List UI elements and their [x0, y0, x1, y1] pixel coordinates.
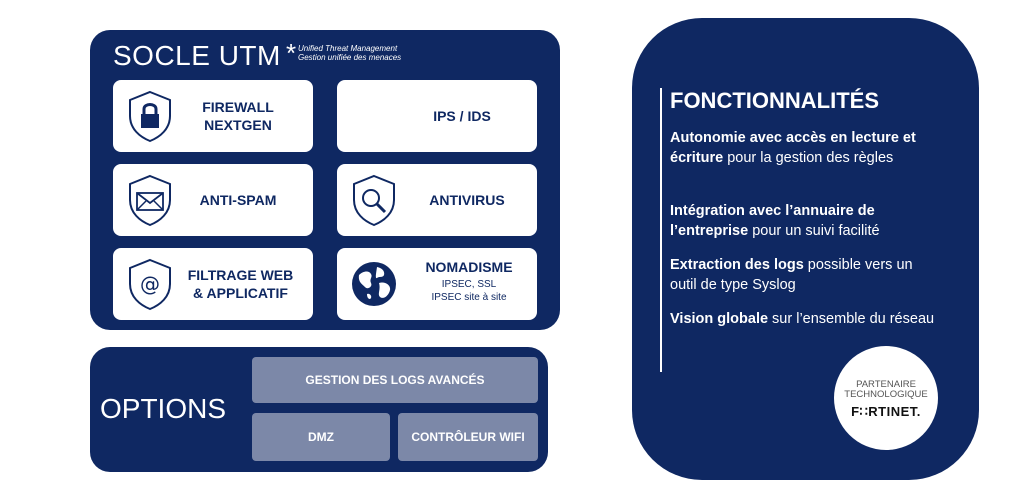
card-filtrage-web-line1: FILTRAGE WEB: [187, 267, 294, 283]
fonctionnalites-panel: [632, 18, 979, 480]
partner-line1: PARTENAIRE: [856, 379, 916, 390]
shield-at-icon: [125, 257, 175, 311]
option-controleur-wifi: CONTRÔLEUR WIFI: [398, 413, 538, 461]
option-gestion-logs: GESTION DES LOGS AVANCÉS: [252, 357, 538, 403]
options-title: OPTIONS: [100, 393, 227, 424]
feature-extraction-rest: possible vers un outil de type Syslog: [670, 257, 913, 293]
feature-vision: [670, 309, 940, 329]
globe-icon: [349, 257, 399, 311]
card-filtrage-web-line2: & APPLICATIF: [193, 285, 288, 301]
feature-integration: [670, 201, 940, 241]
socle-subtitle-line2: Gestion unifiée des menaces: [298, 53, 402, 62]
partner-badge: [834, 346, 938, 450]
feature-extraction: [670, 255, 940, 295]
card-anti-spam: [113, 164, 313, 236]
shield-envelope-icon: [125, 173, 175, 227]
card-anti-spam-label: ANTI-SPAM: [199, 192, 277, 208]
feature-autonomie-bold: Autonomie avec accès en lecture et écriture: [670, 130, 916, 166]
card-nomadisme-sub: [409, 278, 529, 304]
socle-asterisk: *: [286, 38, 297, 68]
card-firewall-label: [183, 98, 293, 134]
feature-vision-bold: Vision globale: [670, 311, 769, 327]
card-antivirus: [337, 164, 537, 236]
card-filtrage-web: [113, 248, 313, 320]
fortinet-logo: F∷RTINET.: [851, 404, 921, 419]
card-nomadisme: [337, 248, 537, 320]
shield-lock-icon: [125, 89, 175, 143]
socle-subtitle-line1: Unified Threat Management: [298, 44, 398, 53]
card-nomadisme-sub-line2: IPSEC site à site: [431, 292, 507, 303]
options-panel: [90, 347, 548, 472]
feature-integration-rest: pour un suivi facilité: [748, 223, 880, 239]
feature-extraction-bold: Extraction des logs: [670, 257, 804, 273]
card-firewall-line2: NEXTGEN: [204, 117, 272, 133]
card-filtrage-web-label: [183, 266, 298, 302]
fonctionnalites-title: FONCTIONNALITÉS: [670, 88, 879, 113]
card-ips-ids-label: IPS / IDS: [433, 108, 491, 124]
svg-text:@: @: [140, 272, 160, 296]
option-dmz: DMZ: [252, 413, 390, 461]
feature-vision-rest: sur l’ensemble du réseau: [768, 311, 935, 327]
fonctionnalites-divider: [660, 88, 662, 372]
feature-autonomie-rest: pour la gestion des règles: [723, 150, 894, 166]
socle-utm-panel: [90, 30, 560, 330]
card-firewall-line1: FIREWALL: [202, 99, 274, 115]
card-ips-ids: [337, 80, 537, 152]
card-nomadisme-sub-line1: IPSEC, SSL: [441, 279, 497, 290]
feature-integration-bold: Intégration avec l’annuaire de l’entreprise: [670, 203, 875, 239]
card-firewall: [113, 80, 313, 152]
socle-subtitle: [298, 44, 401, 62]
feature-autonomie: [670, 128, 940, 168]
card-antivirus-label: ANTIVIRUS: [429, 192, 505, 208]
socle-title: SOCLE UTM: [113, 40, 281, 71]
partner-label: [834, 380, 938, 400]
shield-magnifier-icon: [349, 173, 399, 227]
partner-line2: TECHNOLOGIQUE: [844, 389, 928, 400]
card-nomadisme-label: NOMADISME: [425, 259, 513, 275]
